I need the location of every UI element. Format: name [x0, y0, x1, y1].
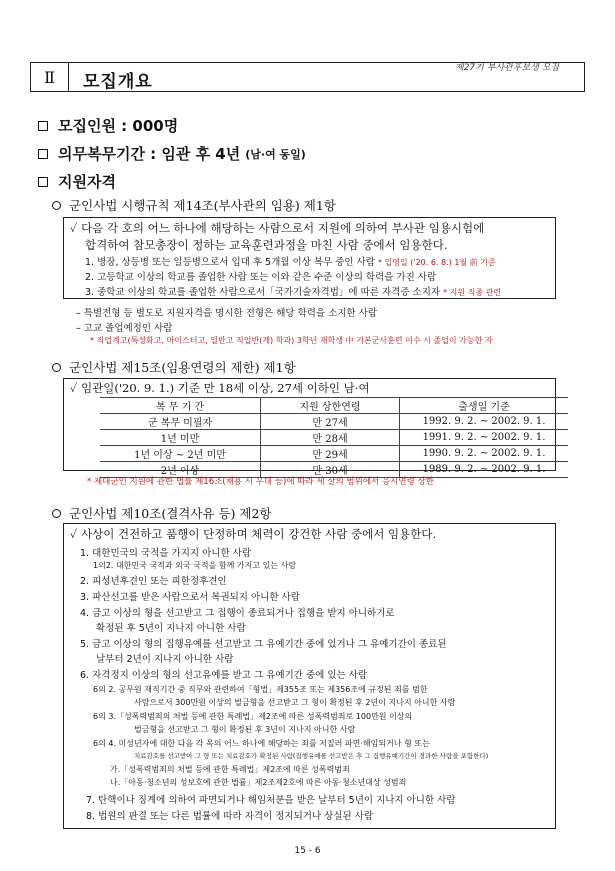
duty-note: (남·여 동일) — [245, 147, 306, 161]
square-bullet-icon — [38, 121, 48, 131]
law3-item6-4-cont: 치료감호를 선고받아 그 형 또는 치료감호가 확정된 사람(집행유예를 선고받은 후 그 집행유예기간이 경과한 사람을 포함한다) — [134, 752, 489, 760]
circle-bullet-icon — [52, 201, 61, 210]
law3-item1: 1. 대한민국의 국적을 가지지 아니한 사람 — [80, 548, 251, 559]
item-duty-period: 의무복무기간 : 임관 후 4년 (남·여 동일) — [38, 143, 306, 164]
age-limit-table — [100, 397, 568, 478]
law3-item2: 2. 피성년후견인 또는 피한정후견인 — [80, 576, 227, 587]
table-header: 복 무 기 간 — [100, 398, 261, 414]
page-number: 15 - 6 — [294, 846, 321, 856]
table-header: 출생일 기준 — [400, 398, 569, 414]
law3-item4: 4. 금고 이상의 형을 선고받고 그 집행이 종료되거나 집행을 받지 아니하기로 — [80, 608, 395, 619]
section-number: Ⅱ — [31, 63, 69, 91]
law1-special: – 특별전형 등 별도로 지원자격을 명시한 전형은 해당 학력을 소지한 사람 — [76, 308, 378, 319]
law3-item8: 8. 법원의 판결 또는 다른 법률에 따라 자격이 정지되거나 상실된 사람 — [86, 811, 374, 822]
law1-item2: 2. 고등학교 이상의 학교를 졸업한 사람 또는 이와 같은 수준 이상의 학력을 가진 사람 — [85, 272, 437, 283]
recruit-note: 제27기 부사관후보생 모집 — [455, 63, 560, 73]
law3-title: 군인사법 제10조(결격사유 등) 제2항 — [52, 504, 272, 522]
table-row: 2년 이상 만 30세 1989. 9. 2. ~ 2002. 9. 1. — [100, 462, 568, 478]
law3-item6-2-cont: 사람으로서 300만원 이상의 벌금형을 선고받고 그 형이 확정된 후 2년이 지나지 아니한 사람 — [134, 698, 456, 707]
law3-item6-4: 6의 4. 미성년자에 대한 다음 각 목의 어느 하나에 해당하는 죄를 저질러 파면·해임되거나 형 또는 — [93, 739, 430, 748]
law3-item4-cont: 확정된 후 5년이 지나지 아니한 사람 — [96, 623, 246, 634]
law3-item3: 3. 파산선고를 받은 사람으로서 복권되지 아니한 사람 — [80, 592, 300, 603]
law3-item6-4-ga: 가.「성폭력범죄의 처벌 등에 관한 특례법」제2조에 따른 성폭력범죄 — [110, 765, 350, 774]
item-recruit-count: 모집인원 : 000명 — [38, 115, 178, 136]
law3-item6-3-cont: 벌금형을 선고받고 그 형이 확정된 후 3년이 지나지 아니한 사람 — [134, 725, 356, 734]
law1-item3: 3. 중학교 이상의 학교를 졸업한 사람으로서「국가기술자격법」에 따른 자격증 소지자 * 지원 직종 관련 — [85, 287, 502, 298]
law1-item1: 1. 병장, 상등병 또는 일등병으로서 입대 후 5개월 이상 복무 중인 사람 * 입영일 ('20. 6. 8.) 1월 前 기준 — [85, 257, 496, 268]
circle-bullet-icon — [52, 509, 61, 518]
table-row: 1년 이상 ~ 2년 미만 만 29세 1990. 9. 2. ~ 2002. 9. 1. — [100, 446, 568, 462]
law3-item5-cont: 날부터 2년이 지나지 아니한 사람 — [96, 654, 234, 665]
law1-title: 군인사법 시행규칙 제14조(부사관의 임용) 제1항 — [52, 196, 336, 214]
law3-item6-4-na: 나.「아동·청소년의 성보호에 관한 법률」제2조제2호에 따른 아동·청소년대상 성범죄 — [110, 778, 407, 787]
law3-item5: 5. 금고 이상의 형의 집행유예를 선고받고 그 유예기간 중에 있거나 그 유예기간이 종료된 — [80, 639, 447, 650]
law1-vocational-note: * 직업계고(특성화고, 마이스터고, 일반고 직업반(계) 학과) 3학년 재학생 中 기본군사훈련 이수 시 졸업이 가능한 자 — [90, 336, 493, 345]
table-header-row — [100, 398, 568, 414]
law3-item6-3: 6의 3.「성폭력범죄의 처벌 등에 관한 특례법」제2조에 따른 성폭력범죄로 100만원 이상의 — [93, 712, 413, 721]
law1-intro-line2: 합격하여 참모총장이 정하는 교육훈련과정을 마친 사람 중에서 임용한다. — [85, 238, 448, 252]
item-qualification: 지원자격 — [38, 171, 116, 192]
law2-title: 군인사법 제15조(임용연령의 제한) 제1항 — [52, 358, 296, 376]
square-bullet-icon — [38, 177, 48, 187]
law3-item7: 7. 탄핵이나 징계에 의하여 파면되거나 해임처분을 받은 날부터 5년이 지나지 아니한 사람 — [86, 795, 456, 806]
law2-veteran-note: * 제대군인 지원에 관한 법률 제16조(채용 시 우대 등)에 따라 세 살의 범위에서 응시연령 상한 — [87, 477, 434, 487]
law1-intro-line1: ✓ 다음 각 호의 어느 하나에 해당하는 사람으로서 지원에 의하여 부사관 임용시험에 — [70, 221, 485, 235]
table-header: 지원 상한연령 — [261, 398, 400, 414]
square-bullet-icon — [38, 149, 48, 159]
law3-item6-2: 6의 2. 공무원 재직기간 중 직무와 관련하여「형법」제355조 또는 제356조에 규정된 죄를 범한 — [93, 685, 428, 694]
law3-item6: 6. 자격정지 이상의 형의 선고유예를 받고 그 유예기간 중에 있는 사람 — [80, 670, 368, 681]
table-row: 군 복무 미필자 만 27세 1992. 9. 2. ~ 2002. 9. 1. — [100, 414, 568, 430]
law3-item1-2: 1의2. 대한민국 국적과 외국 국적을 함께 가지고 있는 사람 — [93, 561, 297, 570]
law2-age-range: ✓ 임관일('20. 9. 1.) 기준 만 18세 이상, 27세 이하인 남·여 — [70, 381, 370, 395]
section-title: 모집개요 — [83, 72, 153, 92]
table-row: 1년 미만 만 28세 1991. 9. 2. ~ 2002. 9. 1. — [100, 430, 568, 446]
circle-bullet-icon — [52, 363, 61, 372]
law1-expected-grad: – 고교 졸업예정인 사람 — [76, 323, 173, 334]
law3-intro: ✓ 사상이 건전하고 품행이 단정하며 체력이 강건한 사람 중에서 임용한다. — [70, 527, 437, 541]
